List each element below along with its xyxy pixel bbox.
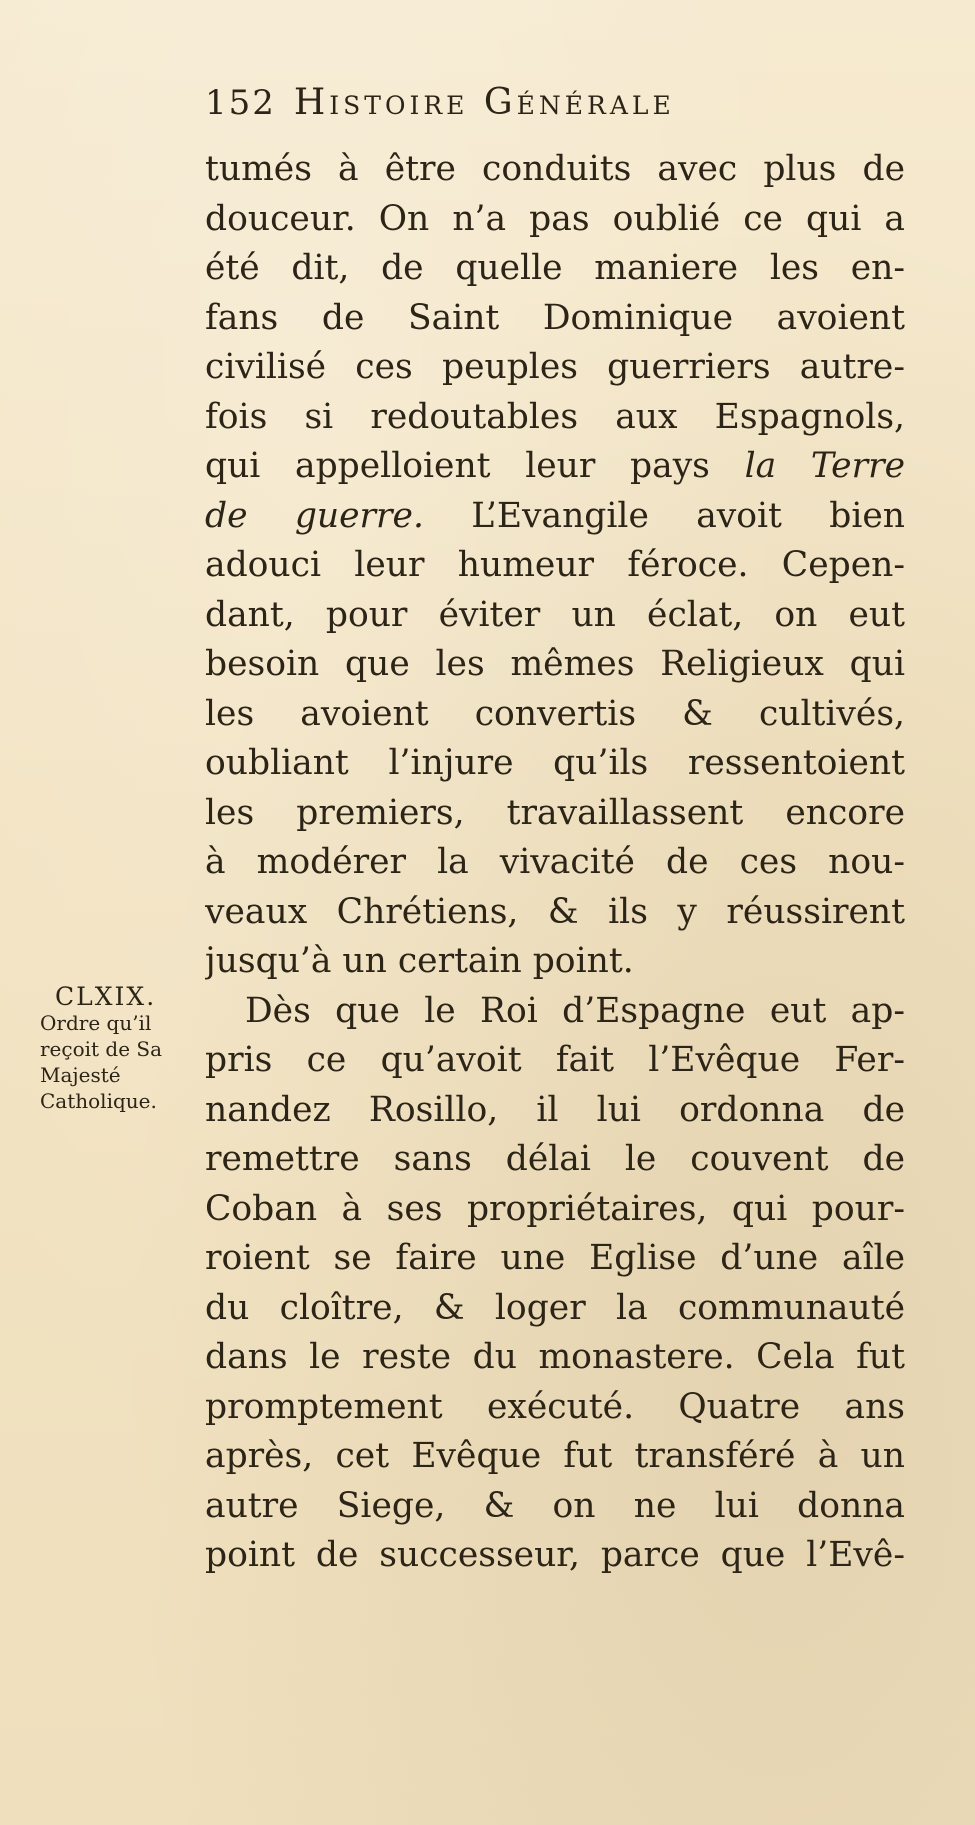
page-header — [205, 82, 845, 142]
text-line: nandez Rosillo, il lui ordonna de — [205, 1089, 905, 1130]
text-line: à modérer la vivacité de ces nou- — [205, 842, 905, 882]
text-line: roient se faire une Eglise d’une aîle — [205, 1238, 905, 1278]
text-line-italic-2: de guerre. L’Evangile avoit bien — [205, 495, 905, 536]
text-line: tumés à être conduits avec plus de — [205, 149, 905, 189]
text-line: adouci leur humeur féroce. Cepen- — [205, 545, 905, 585]
marginal-note: Ordre qu’il reçoit de Sa Majesté Catholique. — [40, 1011, 163, 1113]
italic-phrase: de guerre. — [205, 495, 424, 536]
text-line: les premiers, travaillassent encore — [205, 792, 905, 833]
text-line: jusqu’à un certain point. — [205, 941, 634, 981]
text-line: les avoient convertis & cultivés, — [205, 693, 905, 734]
text-line: veaux Chrétiens, & ils y réussirent — [205, 891, 905, 932]
text-line: après, cet Evêque fut transféré à un — [205, 1436, 905, 1476]
text-line: dans le reste du monastere. Cela fut — [205, 1337, 905, 1377]
page-number: 152 — [205, 83, 276, 123]
text-line: dant, pour éviter un éclat, on eut — [205, 594, 905, 635]
text-line: autre Siege, & on ne lui donna — [205, 1485, 905, 1526]
running-title: Histoire Générale — [293, 82, 675, 123]
text-line: remettre sans délai le couvent de — [205, 1139, 905, 1179]
marginal-section-number: CLXIX. — [55, 982, 157, 1011]
text-line: du cloître, & loger la communauté — [205, 1287, 905, 1328]
text-line: oubliant l’injure qu’ils ressentoient — [205, 743, 905, 783]
italic-phrase: la Terre — [744, 446, 905, 486]
text-line: fois si redoutables aux Espagnols, — [205, 396, 905, 437]
text-line: point de successeur, parce que l’Evê- — [205, 1535, 905, 1575]
text-line: douceur. On n’a pas oublié ce qui a — [205, 198, 905, 239]
text-line: fans de Saint Dominique avoient — [205, 297, 905, 338]
text-line-italic-1: qui appelloient leur pays la Terre — [205, 446, 905, 486]
text-line: promptement exécuté. Quatre ans — [205, 1386, 905, 1427]
text-line: Coban à ses propriétaires, qui pour- — [205, 1188, 905, 1229]
text-line-paragraph-start: Dès que le Roi d’Espagne eut ap- — [245, 990, 905, 1031]
body-text — [205, 145, 905, 1581]
text-line: civilisé ces peuples guerriers autre- — [205, 347, 905, 387]
text-line: pris ce qu’avoit fait l’Evêque Fer- — [205, 1040, 905, 1080]
text-line: été dit, de quelle maniere les en- — [205, 248, 905, 288]
text-line: besoin que les mêmes Religieux qui — [205, 644, 905, 684]
